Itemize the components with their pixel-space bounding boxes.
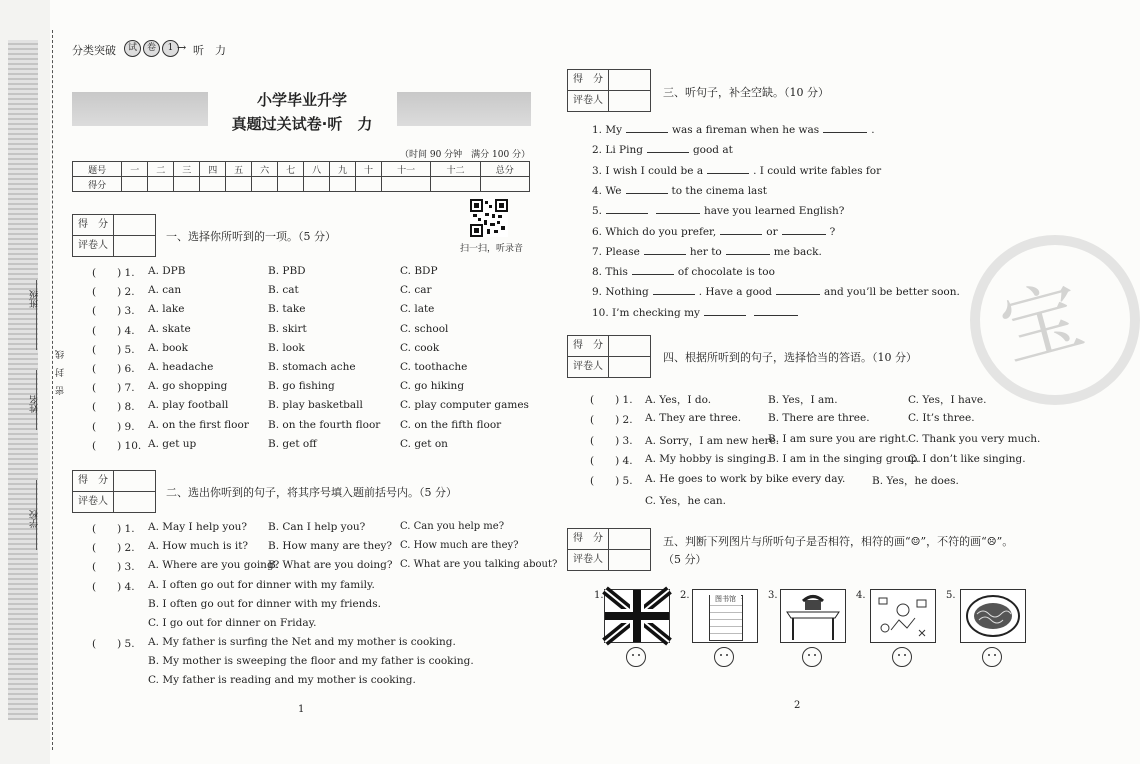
s1-option-c[interactable]: C. play computer games — [400, 399, 529, 412]
s2-option-c[interactable]: C. How much are they? — [400, 540, 519, 552]
scorebox-score-label: 得 分 — [73, 471, 114, 491]
s3-text: was a fireman when he was — [672, 124, 820, 136]
score-cell: 五 — [226, 162, 252, 177]
section3-scorebox — [567, 69, 651, 112]
scorebox-grader-label: 评卷人 — [568, 91, 609, 111]
s2-question-number: ( ) 1. — [92, 523, 135, 535]
s3-text: 4. We — [592, 184, 622, 197]
s3-text: or — [766, 225, 778, 238]
title-right-decor — [397, 92, 531, 126]
s3-text: me back. — [773, 245, 822, 258]
s3-blank-field[interactable] — [776, 284, 820, 295]
s4-q5-option-b: B. Yes，he does. — [872, 475, 959, 487]
s4-question-number: ( ) 2. — [590, 414, 633, 427]
stamp-watermark — [970, 235, 1140, 405]
s2-option-b[interactable]: B. Can I help you? — [268, 521, 366, 533]
desk-telephone-icon — [780, 589, 846, 643]
s1-option-b[interactable]: B. skirt — [268, 322, 307, 335]
s3-text: to the cinema last — [671, 184, 767, 197]
smiley-face-icon[interactable] — [626, 647, 646, 667]
s3-text: 3. I wish I could be a — [592, 164, 704, 177]
s3-text: good at — [692, 144, 733, 157]
s3-blank-field[interactable] — [647, 142, 689, 153]
section5-scorebox — [567, 528, 651, 571]
header-category: 分类突破 — [72, 44, 116, 57]
s4-option-a[interactable]: A. Yes，I do. — [645, 394, 712, 406]
s1-option-a[interactable]: A. lake — [148, 303, 185, 316]
s2-q4-number: ( ) 4. — [92, 581, 135, 593]
s2-q5-number: ( ) 5. — [92, 638, 135, 650]
s2-q5-option-b: B. My mother is sweeping the floor and my father is cooking. — [148, 655, 474, 667]
s4-option-a[interactable]: A. My hobby is singing. — [645, 452, 770, 465]
s1-question-number: ( ) 9. — [92, 420, 135, 433]
s3-sentence — [592, 284, 960, 298]
s1-option-b[interactable]: B. on the fourth floor — [268, 418, 381, 431]
smiley-face-icon[interactable] — [892, 647, 912, 667]
s3-text: . I could write fables for — [753, 164, 882, 177]
binding-strip — [8, 40, 38, 720]
s3-blank-field[interactable] — [626, 122, 668, 133]
s3-sentence — [592, 203, 844, 217]
messy-room-icon — [870, 589, 936, 643]
name-label: 姓名 — [30, 395, 40, 413]
s1-question-number: ( ) 3. — [92, 305, 135, 318]
s3-text: ? — [829, 225, 836, 238]
s2-q5-option-a: A. My father is surfing the Net and my mother is cooking. — [148, 636, 456, 648]
score-table-header-row — [73, 162, 530, 177]
s1-question-number: ( ) 10. — [92, 439, 142, 452]
score-cell: 四 — [200, 162, 226, 177]
score-input-cell[interactable] — [122, 177, 148, 192]
s3-blank-field[interactable] — [782, 224, 826, 235]
s1-option-a[interactable]: A. skate — [148, 322, 191, 335]
s3-blank-field[interactable] — [707, 163, 749, 174]
s4-option-b[interactable]: B. Yes，I am. — [768, 394, 838, 406]
s3-text: and you’ll be better soon. — [823, 286, 960, 299]
page-number-2: 2 — [794, 700, 801, 711]
scorebox-score-label: 得 分 — [568, 336, 609, 356]
scorebox-grader-field[interactable] — [114, 492, 155, 512]
s2-option-c[interactable]: C. Can you help me? — [400, 521, 505, 532]
s3-blank-field[interactable] — [754, 305, 798, 316]
pic-num-4: 4. — [856, 590, 866, 601]
score-cell: 二 — [148, 162, 174, 177]
s3-blank-field[interactable] — [726, 244, 770, 255]
s3-text: her to — [689, 245, 722, 258]
smiley-face-icon[interactable] — [982, 647, 1002, 667]
badge-1: 试 — [124, 40, 141, 57]
score-input-cell[interactable] — [431, 177, 480, 192]
s1-option-b[interactable]: B. take — [268, 303, 306, 316]
title-line2: 真题过关试卷·听 力 — [231, 115, 373, 133]
score-cell: 八 — [304, 162, 330, 177]
score-input-cell[interactable] — [252, 177, 278, 192]
s3-text: 8. This — [592, 266, 628, 279]
s2-q4-option-c: C. I go out for dinner on Friday. — [148, 617, 317, 629]
badge-3: 1 — [162, 40, 179, 57]
s2-q4-option-a: A. I often go out for dinner with my family. — [148, 579, 375, 591]
stamp-text: 宝 — [991, 267, 1093, 379]
section3-heading: 三、听句子，补全空缺。（10 分） — [663, 86, 829, 99]
s3-blank-field[interactable] — [632, 264, 674, 275]
scorebox-score-label: 得 分 — [568, 70, 609, 90]
library-building-icon — [692, 589, 758, 643]
s3-sentence — [592, 142, 733, 156]
section1-heading: 一、选择你所听到的一项。（5 分） — [166, 230, 336, 243]
s3-blank-field[interactable] — [656, 203, 700, 214]
title-line1: 小学毕业升学 — [256, 91, 347, 109]
s1-option-a[interactable]: A. play football — [148, 399, 229, 412]
pic-num-2: 2. — [680, 590, 690, 601]
pic-num-1: 1. — [594, 590, 604, 601]
s1-option-b[interactable]: B. cat — [268, 284, 299, 297]
score-cell: 十二 — [431, 162, 480, 177]
s1-option-b[interactable]: B. get off — [268, 437, 317, 450]
scorebox-score-field[interactable] — [609, 70, 650, 90]
badge-2: 卷 — [143, 40, 160, 57]
s3-sentence — [592, 264, 775, 278]
scorebox-grader-field[interactable] — [609, 357, 650, 377]
scorebox-grader-field[interactable] — [609, 91, 650, 111]
s3-text: of chocolate is too — [677, 266, 775, 279]
section2-heading: 二、选出你听到的句子，将其序号填入题前括号内。（5 分） — [166, 486, 457, 499]
page-number-1: 1 — [298, 704, 305, 715]
s2-option-a[interactable]: A. Where are you going? — [148, 559, 280, 572]
s1-question-number: ( ) 7. — [92, 382, 135, 395]
scorebox-grader-field[interactable] — [609, 550, 650, 570]
qr-code-icon[interactable] — [470, 199, 508, 237]
score-input-cell[interactable] — [226, 177, 252, 192]
s1-option-c[interactable]: C. car — [400, 284, 432, 297]
score-input-cell[interactable] — [382, 177, 431, 192]
score-cell: 一 — [122, 162, 148, 177]
s3-blank-field[interactable] — [823, 122, 867, 133]
title-meta: （时间 90 分钟 满分 100 分） — [400, 150, 531, 160]
s2-question-number: ( ) 2. — [92, 542, 135, 555]
score-input-cell[interactable] — [174, 177, 200, 192]
s2-q4-option-b: B. I often go out for dinner with my friends. — [148, 598, 381, 610]
scorebox-score-label: 得 分 — [568, 529, 609, 549]
score-input-cell[interactable] — [200, 177, 226, 192]
s1-option-a[interactable]: A. headache — [148, 361, 214, 373]
score-input-cell[interactable] — [480, 177, 529, 192]
scorebox-grader-field[interactable] — [114, 236, 155, 256]
s4-q5-option-a: A. He goes to work by bike every day. — [645, 473, 846, 485]
s1-option-c[interactable]: C. late — [400, 303, 435, 316]
s4-question-number: ( ) 4. — [590, 454, 633, 467]
s3-text: 2. Li Ping — [592, 144, 643, 157]
s1-option-c[interactable]: C. on the fifth floor — [400, 418, 502, 431]
s4-option-c[interactable]: C. It’s three. — [908, 412, 975, 425]
s3-text: 9. Nothing — [592, 286, 649, 299]
s1-option-a[interactable]: A. on the first floor — [148, 418, 249, 431]
score-cell: 十一 — [382, 162, 431, 177]
s2-option-b[interactable]: B. How many are they? — [268, 540, 393, 553]
s4-q5-number: ( ) 5. — [590, 475, 633, 487]
scorebox-score-field[interactable] — [609, 336, 650, 356]
s2-option-a[interactable]: A. How much is it? — [148, 540, 249, 553]
s3-sentence — [592, 224, 835, 238]
s4-option-a[interactable]: A. Sorry，I am new here. — [645, 434, 780, 447]
score-input-cell[interactable] — [148, 177, 174, 192]
score-table-score-row — [73, 177, 530, 192]
s3-sentence — [592, 305, 802, 319]
scorebox-score-field[interactable] — [609, 529, 650, 549]
binding-margin — [0, 0, 50, 764]
scorebox-grader-label: 评卷人 — [73, 492, 114, 512]
s4-question-number: ( ) 3. — [590, 434, 633, 447]
s1-option-b[interactable]: B. PBD — [268, 265, 306, 277]
seal-line-label: 密 封 线 — [56, 350, 66, 395]
s3-sentence — [592, 244, 822, 258]
s3-blank-field[interactable] — [626, 183, 668, 194]
s4-q5-option-c: C. Yes，he can. — [645, 495, 727, 507]
s4-question-number: ( ) 1. — [590, 394, 633, 406]
score-cell: 三 — [174, 162, 200, 177]
s1-question-number: ( ) 2. — [92, 286, 135, 299]
library-sign: 图书馆 — [710, 594, 741, 604]
s1-option-a[interactable]: A. DPB — [148, 265, 186, 277]
s3-text: 7. Please — [592, 245, 640, 258]
school-label: 学校 — [30, 510, 40, 528]
s4-option-c[interactable]: C. Yes，I have. — [908, 394, 987, 406]
s4-option-b[interactable]: B. I am in the singing group. — [768, 452, 921, 465]
s2-q5-option-c: C. My father is reading and my mother is cooking. — [148, 674, 416, 686]
s3-blank-field[interactable] — [606, 203, 648, 214]
smiley-face-icon[interactable] — [802, 647, 822, 667]
score-input-cell[interactable] — [356, 177, 382, 192]
s3-blank-field[interactable] — [720, 224, 762, 235]
section1-scorebox — [72, 214, 156, 257]
s1-option-b[interactable]: B. play basketball — [268, 399, 363, 412]
uk-flag-icon — [604, 589, 670, 643]
pic-num-3: 3. — [768, 590, 778, 601]
s1-option-c[interactable]: C. toothache — [400, 361, 468, 373]
header-badges — [124, 40, 179, 57]
s1-option-a[interactable]: A. get up — [148, 437, 197, 450]
pic-num-5: 5. — [946, 590, 956, 601]
score-cell: 六 — [252, 162, 278, 177]
s1-question-number: ( ) 6. — [92, 363, 135, 375]
s3-sentence — [592, 122, 875, 136]
smiley-face-icon[interactable] — [714, 647, 734, 667]
s1-option-a[interactable]: A. book — [148, 341, 188, 354]
class-label: 班级 — [30, 290, 40, 308]
noodle-bowl-icon — [960, 589, 1026, 643]
s4-option-b[interactable]: B. There are three. — [768, 412, 870, 425]
section5-heading-points: （5 分） — [663, 553, 707, 566]
score-input-cell[interactable] — [330, 177, 356, 192]
s2-option-b[interactable]: B. What are you doing? — [268, 559, 393, 572]
scorebox-grader-label: 评卷人 — [73, 236, 114, 256]
score-input-cell[interactable] — [304, 177, 330, 192]
score-cell: 九 — [330, 162, 356, 177]
s3-blank-field[interactable] — [653, 284, 695, 295]
s3-blank-field[interactable] — [704, 305, 746, 316]
score-row-label: 得分 — [73, 177, 122, 192]
s3-text: . Have a good — [698, 286, 772, 299]
s1-option-c[interactable]: C. get on — [400, 437, 448, 450]
scorebox-grader-label: 评卷人 — [568, 357, 609, 377]
header-arrow: → — [177, 41, 187, 54]
cut-line — [52, 30, 53, 750]
score-input-cell[interactable] — [278, 177, 304, 192]
s3-text: 1. My — [592, 124, 623, 136]
header-subject: 听 力 — [193, 44, 226, 57]
s1-option-b[interactable]: B. go fishing — [268, 380, 335, 393]
s3-text: have you learned English? — [704, 205, 845, 218]
s1-question-number: ( ) 1. — [92, 267, 135, 279]
s4-option-c[interactable]: C. Thank you very much. — [908, 432, 1041, 445]
s1-option-c[interactable]: C. BDP — [400, 265, 438, 277]
scorebox-grader-label: 评卷人 — [568, 550, 609, 570]
section4-scorebox — [567, 335, 651, 378]
score-cell: 题号 — [73, 162, 122, 177]
s3-text: 5. — [592, 205, 603, 218]
s2-option-c[interactable]: C. What are you talking about? — [400, 559, 558, 571]
scorebox-score-field[interactable] — [114, 471, 155, 491]
s2-question-number: ( ) 3. — [92, 561, 135, 574]
score-cell: 七 — [278, 162, 304, 177]
s3-text: 6. Which do you prefer, — [592, 225, 717, 238]
section2-scorebox — [72, 470, 156, 513]
s3-blank-field[interactable] — [644, 244, 686, 255]
s3-text: . — [871, 124, 875, 136]
s1-question-number: ( ) 8. — [92, 401, 135, 414]
section5-heading: 五、判断下列图片与所听句子是否相符，相符的画“☺”，不符的画“☹”。 — [663, 535, 1014, 548]
s4-option-b[interactable]: B. I am sure you are right. — [768, 432, 909, 445]
s1-question-number: ( ) 4. — [92, 324, 135, 337]
scorebox-score-field[interactable] — [114, 215, 155, 235]
s4-option-c[interactable]: C. I don’t like singing. — [908, 452, 1026, 465]
s3-sentence — [592, 183, 767, 197]
section4-heading: 四、根据所听到的句子，选择恰当的答语。（10 分） — [663, 351, 917, 364]
score-table — [72, 161, 530, 192]
s1-option-a[interactable]: A. go shopping — [148, 380, 228, 393]
s3-text: 10. I’m checking my — [592, 306, 700, 319]
s3-sentence — [592, 163, 881, 177]
score-cell: 总分 — [480, 162, 529, 177]
s1-option-c[interactable]: C. go hiking — [400, 380, 465, 393]
s1-option-c[interactable]: C. school — [400, 322, 449, 335]
s2-option-a[interactable]: A. May I help you? — [148, 521, 248, 533]
title-left-decor — [72, 92, 208, 126]
s1-option-b[interactable]: B. look — [268, 341, 305, 354]
score-cell: 十 — [356, 162, 382, 177]
s1-question-number: ( ) 5. — [92, 343, 135, 356]
scorebox-score-label: 得 分 — [73, 215, 114, 235]
s1-option-c[interactable]: C. cook — [400, 341, 440, 354]
qr-caption: 扫一扫，听录音 — [460, 244, 524, 254]
s1-option-b[interactable]: B. stomach ache — [268, 361, 356, 373]
s1-option-a[interactable]: A. can — [148, 284, 182, 297]
s4-option-a[interactable]: A. They are three. — [645, 412, 742, 425]
